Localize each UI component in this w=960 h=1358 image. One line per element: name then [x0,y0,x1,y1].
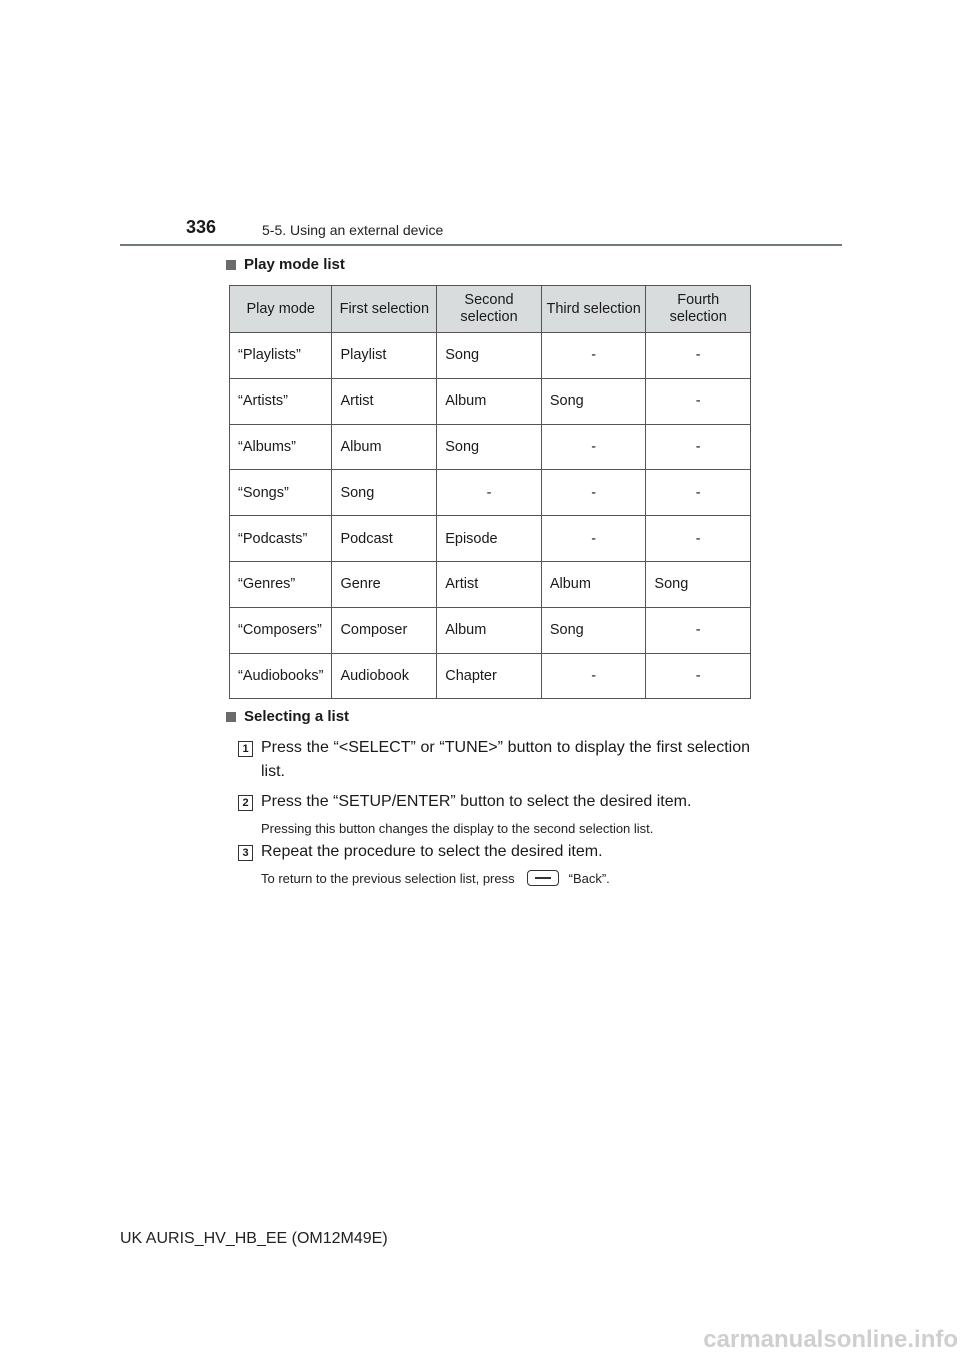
page-number: 336 [186,217,217,237]
table-row [230,607,751,653]
table-cell: - [541,653,646,699]
footer-model-code: UK AURIS_HV_HB_EE (OM12M49E) [120,1230,388,1247]
table-cell: “Genres” [230,561,332,607]
selecting-list-title: Selecting a list [244,708,350,725]
section-title: 5-5. Using an external device [262,222,444,238]
column-header: Third selection [541,286,646,333]
table-row [230,333,751,379]
table-cell: “Podcasts” [230,516,332,562]
table-cell: - [541,424,646,470]
step-number: 2 [238,795,253,811]
table-cell: Genre [332,561,437,607]
table-cell: Episode [437,516,542,562]
step-number: 1 [238,741,253,757]
table-cell: Song [541,378,646,424]
table-row [230,470,751,516]
table-cell: - [646,653,751,699]
step-1 [238,736,750,784]
table-cell: Artist [437,561,542,607]
table-cell: Artist [332,378,437,424]
table-cell: Composer [332,607,437,653]
table-cell: - [646,378,751,424]
selecting-list-heading [226,708,349,725]
step-number: 3 [238,845,253,861]
table-header-row [230,286,751,333]
table-cell: “Songs” [230,470,332,516]
table-cell: Song [646,561,751,607]
play-mode-list-heading [226,256,345,273]
table-cell: Song [437,333,542,379]
table-cell: “Artists” [230,378,332,424]
watermark: carmanualsonline.info [703,1326,958,1353]
table-cell: Chapter [437,653,542,699]
back-button-icon [527,870,559,886]
table-cell: - [541,516,646,562]
note-text-after: “Back”. [568,870,610,886]
table-cell: Playlist [332,333,437,379]
table-cell: - [437,470,542,516]
table-cell: “Playlists” [230,333,332,379]
table-cell: Song [437,424,542,470]
column-header: Second selection [437,286,542,333]
table-cell: - [646,607,751,653]
bullet-square-icon [226,712,236,722]
table-cell: Album [437,378,542,424]
table-cell: Album [437,607,542,653]
header-divider [120,244,842,246]
table-cell: “Composers” [230,607,332,653]
table-row [230,424,751,470]
step-3 [238,840,750,864]
step-text: Press the “SETUP/ENTER” button to select the desired item. [261,793,692,810]
step-text: Press the “<SELECT” or “TUNE>” button to display the first selection list. [261,739,750,780]
table-cell: Album [332,424,437,470]
table-cell: “Albums” [230,424,332,470]
table-cell: - [646,516,751,562]
table-row [230,653,751,699]
bullet-square-icon [226,260,236,270]
step-2 [238,790,750,814]
column-header: First selection [332,286,437,333]
table-cell: Album [541,561,646,607]
table-cell: Song [332,470,437,516]
step-text: Repeat the procedure to select the desired item. [261,843,603,860]
table-cell: Song [541,607,646,653]
step-2-note: Pressing this button changes the display to the second selection list. [261,821,654,836]
table-row [230,561,751,607]
column-header: Play mode [230,286,332,333]
table-cell: Podcast [332,516,437,562]
table-cell: - [541,333,646,379]
play-mode-list-title: Play mode list [244,256,345,273]
table-row [230,378,751,424]
table-row [230,516,751,562]
table-cell: Audiobook [332,653,437,699]
step-3-note [261,870,610,886]
table-cell: - [646,424,751,470]
table-cell: - [541,470,646,516]
table-cell: - [646,333,751,379]
play-mode-table [229,285,751,699]
table-cell: - [646,470,751,516]
column-header: Fourth selection [646,286,751,333]
table-cell: “Audiobooks” [230,653,332,699]
note-text-before: To return to the previous selection list, press [261,870,515,886]
